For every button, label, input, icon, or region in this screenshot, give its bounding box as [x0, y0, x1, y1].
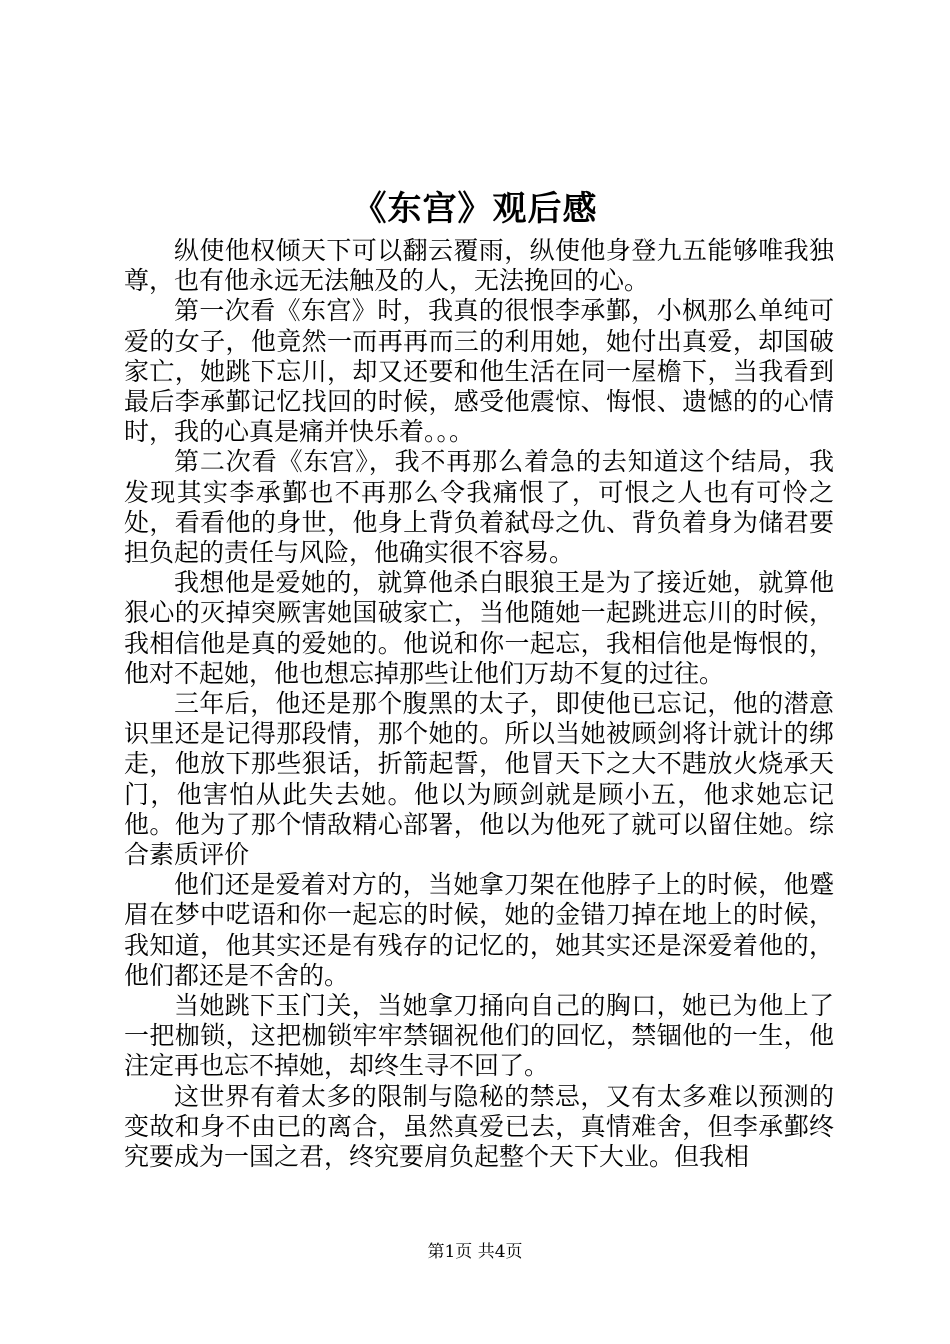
- paragraph: 三年后，他还是那个腹黑的太子，即使他已忘记，他的潜意识里还是记得那段情，那个她的。所以当她被顾剑将计就计的绑走，他放下那些狠话，折箭起誓，他冒天下之大不韪放火烧承天门，他害怕从此失去她。他以为顾剑就是顾小五，他求她忘记他。他为了那个情敌精心部署，他以为他死了就可以留住她。综合素质评价: [124, 689, 834, 870]
- paragraph: 第一次看《东宫》时，我真的很恨李承鄞，小枫那么单纯可爱的女子，他竟然一而再再而三的利用她，她付出真爱，却国破家亡，她跳下忘川，却又还要和他生活在同一屋檐下，当我看到最后李承鄞记忆找回的时候，感受他震惊、悔恨、遗憾的的心情时，我的心真是痛并快乐着。。。: [124, 296, 834, 447]
- paragraph: 当她跳下玉门关，当她拿刀捅向自己的胸口，她已为他上了一把枷锁，这把枷锁牢牢禁锢祝他们的回忆，禁锢他的一生，他注定再也忘不掉她，却终生寻不回了。: [124, 991, 834, 1081]
- paragraph: 第二次看《东宫》，我不再那么着急的去知道这个结局，我发现其实李承鄞也不再那么令我痛恨了，可恨之人也有可怜之处，看看他的身世，他身上背负着弑母之仇、背负着身为储君要担负起的责任与风险，他确实很不容易。: [124, 447, 834, 568]
- paragraph: 纵使他权倾天下可以翻云覆雨，纵使他身登九五能够唯我独尊，也有他永远无法触及的人，无法挽回的心。: [124, 236, 834, 296]
- page-number-footer: 第1页 共4页: [427, 1242, 523, 1262]
- paragraph: 我想他是爱她的，就算他杀白眼狼王是为了接近她，就算他狠心的灭掉突厥害她国破家亡，当他随她一起跳进忘川的时候，我相信他是真的爱她的。他说和你一起忘，我相信他是悔恨的，他对不起她，他也想忘掉那些让他们万劫不复的过往。: [124, 568, 834, 688]
- document-title: 《东宫》观后感: [352, 189, 598, 229]
- paragraph: 他们还是爱着对方的，当她拿刀架在他脖子上的时候，他蹙眉在梦中呓语和你一起忘的时候，她的金错刀掉在地上的时候，我知道，他其实还是有残存的记忆的，她其实还是深爱着他的，他们都还是不舍的。: [124, 870, 834, 990]
- document-body: [124, 236, 834, 1172]
- paragraph: 这世界有着太多的限制与隐秘的禁忌，又有太多难以预测的变故和身不由已的离合，虽然真爱已去，真情难舍，但李承鄞终究要成为一国之君，终究要肩负起整个天下大业。但我相: [124, 1081, 834, 1172]
